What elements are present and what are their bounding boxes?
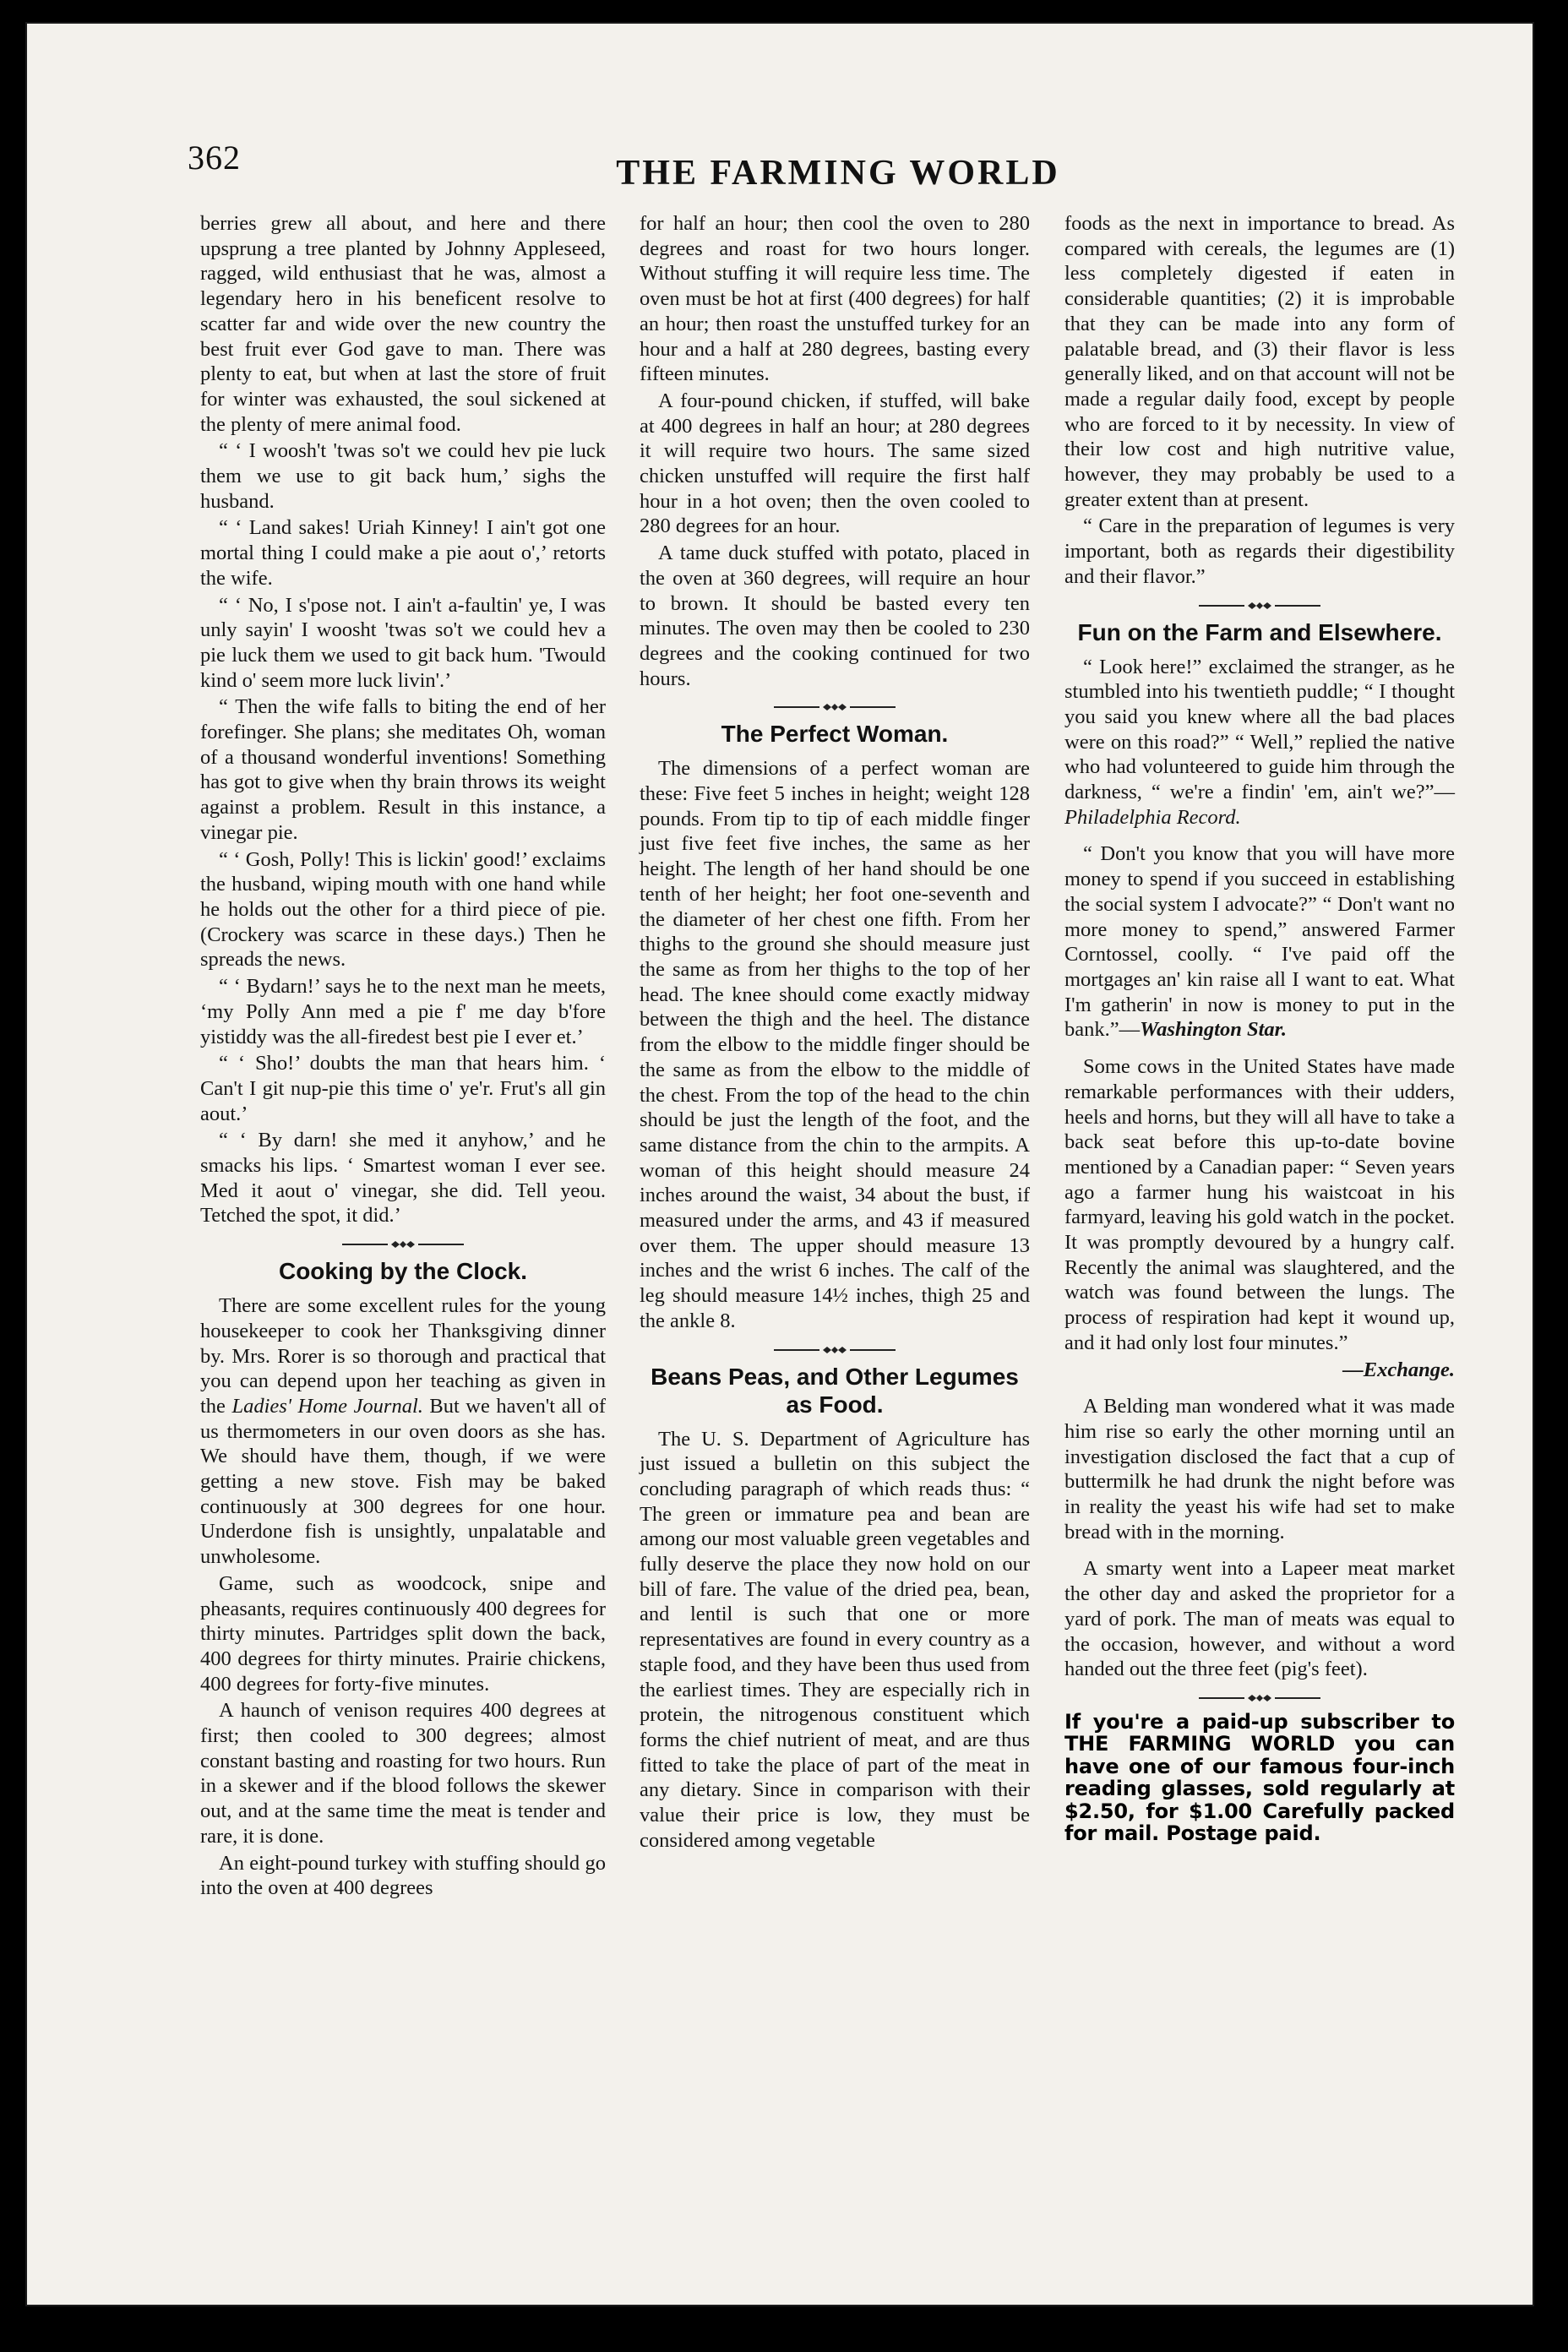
joke-paragraph: A smarty went into a Lapeer meat market the other day and asked the proprietor for a yard of pork. The man of meats was equal to the occasion, however, and without a word handed out the three feet (pig's feet). <box>1064 1557 1455 1681</box>
source-credit: Philadelphia Record. <box>1064 805 1241 829</box>
text-run: There are some excellent rules for the young housekeeper to cook her Thanksgiving dinner by. Mrs. Rorer is so thorough and practical that you can depend upon her teaching as given in the <box>200 1294 606 1418</box>
article-paragraph: A tame duck stuffed with potato, placed in the oven at 360 degrees, will require an hour to brown. It should be basted every ten minutes. The oven may then be cooled to 230 degrees and the cooking continued for two hours. <box>640 542 1030 690</box>
masthead-title: THE FARMING WORLD <box>616 154 1060 193</box>
story-paragraph: “ ‘ By darn! she med it anyhow,’ and he smacks his lips. ‘ Smartest woman I ever see. Med it aout o' vinegar, she did. Tell yeou. Tetched the spot, it did.’ <box>200 1129 606 1228</box>
article-paragraph: A four-pound chicken, if stuffed, will bake at 400 degrees in half an hour; at 280 degrees it will require two hours. The same sized chicken unstuffed will require the first half hour in a hot oven; then the oven cooled to 280 degrees for an hour. <box>640 389 1030 538</box>
page-number: 362 <box>188 139 241 177</box>
story-paragraph: “ ‘ Sho!’ doubts the man that hears him. ‘ Can't I git nup-pie this time o' ye'r. Frut's all gin aout.’ <box>200 1052 606 1125</box>
page-header <box>188 129 1455 197</box>
ornamental-rule-icon <box>767 1344 902 1356</box>
article-paragraph: An eight-pound turkey with stuffing should go into the oven at 400 degrees <box>200 1851 606 1900</box>
story-paragraph: “ ‘ Gosh, Polly! This is lickin' good!’ exclaims the husband, wiping mouth with one hand while he holds out the other for a third piece of pie. (Crockery was scarce in these days.) Then he spreads the news. <box>200 847 606 972</box>
story-paragraph: “ ‘ No, I s'pose not. I ain't a-faultin' ye, I was unly sayin' I woosht 'twas so't we could hev a pie luck them we used to git back hum. 'Twould kind o' seem more luck livin'.’ <box>200 593 606 692</box>
heading-the-perfect-woman: The Perfect Woman. <box>721 721 949 748</box>
ornamental-rule-icon <box>767 701 902 713</box>
column-2 <box>640 211 1030 1853</box>
text-run: But we haven't all of us thermometers in our oven doors as she has. We should have them, though, if we were getting a new stove. Fish may be baked continuously at 300 degrees for one hour. Underdone fish is unsightly, unpalatable and unwholesome. <box>200 1394 607 1569</box>
joke-paragraph: A Belding man wondered what it was made him rise so early the other morning until an investigation disclosed the fact that a cup of buttermilk he had drunk the night before was in reality the yeast his wife had set to make bread with in the morning. <box>1064 1395 1455 1544</box>
article-paragraph: A haunch of venison requires 400 degrees at first; then cooled to 300 degrees; almost constant basting and roasting for two hours. Run in a skewer and if the blood follows the skewer out, and at the same time the meat is tender and rare, it is done. <box>200 1699 606 1848</box>
article-paragraph: Game, such as woodcock, snipe and pheasants, requires continuously 400 degrees for thirty minutes. Partridges split down the back, 400 degrees for thirty minutes. Prairie chickens, 400 degrees for forty-five minutes. <box>200 1571 606 1696</box>
story-paragraph: “ ‘ Land sakes! Uriah Kinney! I ain't got one mortal thing I could make a pie aout o',’ retorts the wife. <box>200 516 606 590</box>
article-paragraph <box>200 1293 606 1570</box>
ornamental-rule-icon <box>335 1239 471 1250</box>
text-run: “ Look here!” exclaimed the stranger, as he stumbled into his twentieth puddle; “ I thought you said you knew where all the bad places were on this road?” “ Well,” replied the native who had volunteered to guide him through the darkness, “ we're a findin' 'em, ain't we?”— <box>1064 655 1455 804</box>
article-paragraph: “ Care in the preparation of legumes is very important, both as regards their digestibility and their flavor.” <box>1064 514 1455 588</box>
ornamental-rule-icon <box>1192 600 1327 612</box>
story-paragraph: berries grew all about, and here and there upsprung a tree planted by Johnny Appleseed, ragged, wild enthusiast that he was, almost a legendary hero in his beneficent resolve to scatter far and wide over the new country the best fruit ever God gave to man. There was plenty to eat, but when at last the store of fruit for winter was exhausted, the soul sickened at the plenty of mere animal food. <box>200 212 606 436</box>
story-paragraph: “ ‘ I woosh't 'twas so't we could hev pie luck them we use to git back hum,’ sighs the husband. <box>200 439 606 513</box>
source-credit: Washington Star. <box>1140 1018 1287 1042</box>
article-paragraph: foods as the next in importance to bread. As compared with cereals, the legumes are (1) less completely digested if eaten in considerable quantities; (2) it is improbable that they can be made into any form of palatable bread, and (3) their flavor is less generally liked, and on that account will not be made a regular daily food, except by people who are forced to it by necessity. In view of their low cost and high nutritive value, however, they may probably be used to a greater extent than at present. <box>1064 212 1455 511</box>
article-paragraph: The dimensions of a perfect woman are these: Five feet 5 inches in height; weight 128 pounds. From tip to tip of each middle finger just five feet five inches, the same as her height. The length of her hand should be one tenth of her height; her foot one-seventh and the diameter of her chest one fifth. From her thighs to the ground she should measure just the same as from her thighs to the top of her head. The knee should come exactly midway between the thigh and the heel. The distance from the elbow to the middle finger should be the same as from the elbow to the middle of the chest. From the top of the head to the chin should be just the length of the foot, and the same distance from the chin to the armpits. A woman of this height should measure 24 inches around the waist, 34 about the bust, if measured under the arms, and 43 if measured over them. The upper should measure 13 inches and the wrist 6 inches. The calf of the leg should measure 14½ inches, thigh 25 and the ankle 8. <box>640 757 1030 1332</box>
joke-paragraph <box>1064 841 1455 1043</box>
heading-beans-peas-legumes: Beans Peas, and Other Legumes as Food. <box>651 1363 1019 1418</box>
story-paragraph: “ Then the wife falls to biting the end of her forefinger. She plans; she meditates Oh, woman of a thousand wonderful inventions! Something has got to give when thy brain throws its weight against a problem. Result in this instance, a vinegar pie. <box>200 695 606 844</box>
heading-fun-on-the-farm: Fun on the Farm and Elsewhere. <box>1077 618 1442 645</box>
joke-paragraph <box>1064 655 1455 830</box>
ornamental-rule-icon <box>1192 1692 1327 1704</box>
column-1 <box>200 211 606 1901</box>
magazine-page <box>27 24 1533 2305</box>
subscriber-offer <box>1064 1711 1455 1845</box>
journal-title: Ladies' Home Journal. <box>231 1394 423 1418</box>
subscriber-offer-text: If you're a paid-up subscriber to THE FARMING WORLD you can have one of our famous four-inch reading glasses, sold regularly at $2.50, for $1.00 Carefully packed for mail. Postage paid. <box>1064 1709 1455 1846</box>
story-paragraph: “ ‘ Bydarn!’ says he to the next man he meets, ‘my Polly Ann med a pie f' me day b'fore yistiddy was the all-firedest best pie I ever et.’ <box>200 975 606 1048</box>
text-run: “ Don't you know that you will have more money to spend if you succeed in establishing the social system I advocate?” “ Don't want no more money to spend,” answered Farmer Corntossel, coolly. “ I've paid off the mortgages an' kin raise all I want to eat. What I'm gatherin' in now is money to put in the bank.”— <box>1064 842 1455 1042</box>
joke-paragraph: Some cows in the United States have made remarkable performances with their udders, heels and horns, but they will all have to take a back seat before this up-to-date bovine mentioned by a Canadian paper: “ Seven years ago a farmer hung his waistcoat in his farmyard, leaving his gold watch in the pocket. It was promptly devoured by a hungry calf. Recently the animal was slaughtered, and the watch was found between the lungs. The process of respiration had kept it wound up, and it had only lost four minutes.” <box>1064 1055 1455 1354</box>
article-paragraph: The U. S. Department of Agriculture has just issued a bulletin on this subject the concluding paragraph of which reads thus: “ The green or immature pea and bean are among our most valuable green vegetables and fully deserve the place they now hold on our bill of fare. The value of the dried pea, bean, and lentil is such that one or more representatives are found in every country as a staple food, and they have been thus used from the earliest times. They are especially rich in protein, the nitrogenous constituent which forms the chief nutrient of meat, and are thus fitted to take the place of part of the meat in any dietary. Since in comparison with their value their price is low, they must be considered among vegetable <box>640 1427 1030 1852</box>
heading-cooking-by-the-clock: Cooking by the Clock. <box>278 1258 528 1285</box>
source-credit: —Exchange. <box>1342 1358 1455 1381</box>
article-paragraph: for half an hour; then cool the oven to 280 degrees and roast for two hours longer. Without stuffing it will require less time. The oven must be hot at first (400 degrees) for half an hour; then roast the unstuffed turkey for an hour and a half at 280 degrees, basting every fifteen minutes. <box>640 212 1030 386</box>
column-3 <box>1064 211 1455 1845</box>
